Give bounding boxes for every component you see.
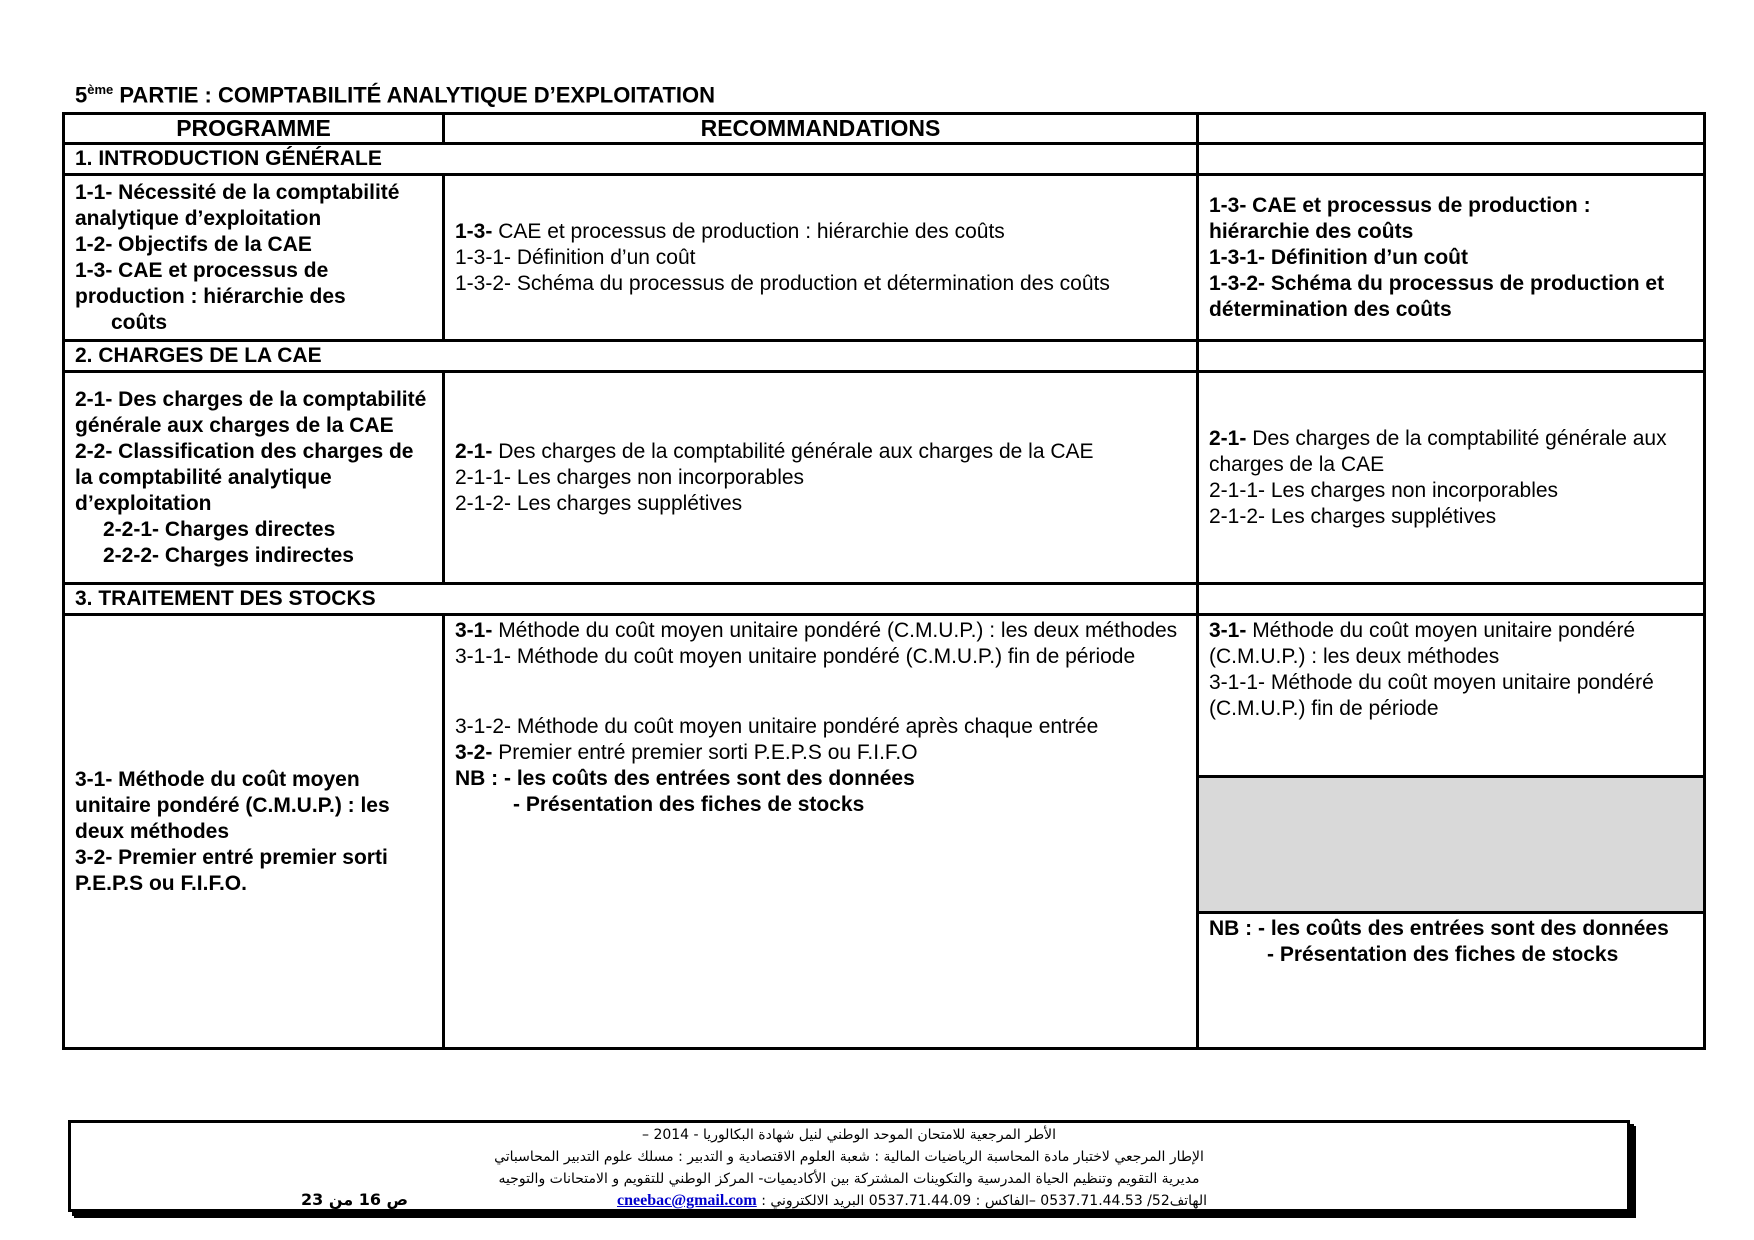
list-item: 2-1-1- Les charges non incorporables — [455, 465, 805, 489]
nb-note: - Présentation des fiches de stocks — [1267, 943, 1619, 966]
section2-title-empty — [1198, 341, 1705, 372]
list-item: 1-3- CAE et processus de production : hiérarchie des coûts — [455, 219, 1005, 243]
list-item: 1-3- CAE et processus de production : hiérarchie des — [75, 258, 346, 308]
list-item: 3-1-1- Méthode du coût moyen unitaire pondéré (C.M.U.P.) fin de période — [1209, 671, 1654, 720]
section3-title: 3. TRAITEMENT DES STOCKS — [64, 584, 1198, 615]
program-table — [62, 112, 1706, 1050]
section3-row — [64, 584, 1705, 615]
footer-contact — [617, 1192, 1207, 1210]
nb-note: - Présentation des fiches de stocks — [513, 793, 865, 816]
list-item: 2-2-1- Charges directes — [103, 517, 336, 541]
list-item: 3-1-1- Méthode du coût moyen unitaire pondéré (C.M.U.P.) fin de période — [455, 645, 1136, 668]
footer-line-1: الأطر المرجعية للامتحان الموحد الوطني لنيل شهادة البكالوريا - 2014 – — [641, 1127, 1057, 1143]
list-item: 1-3-1- Définition d’un coût — [1209, 245, 1468, 269]
section3-third-nb — [1198, 913, 1705, 1049]
section2-content — [64, 372, 1705, 584]
list-item: 3-1- Méthode du coût moyen unitaire pondéré (C.M.U.P.) : les deux méthodes — [75, 767, 390, 843]
list-item: coûts — [111, 310, 168, 334]
section1-row — [64, 144, 1705, 175]
section1-programme — [64, 175, 444, 341]
section2-third — [1198, 372, 1705, 584]
header-third — [1198, 114, 1705, 144]
list-item: 3-2- Premier entré premier sorti P.E.P.S ou F.I.F.O — [455, 741, 918, 764]
page-title: 5ème PARTIE : COMPTABILITÉ ANALYTIQUE D’EXPLOITATION — [75, 82, 716, 108]
section1-content — [64, 175, 1705, 341]
list-item: 1-3-1- Définition d’un coût — [455, 245, 696, 269]
list-item: 1-1- Nécessité de la comptabilité analytique d’exploitation — [75, 180, 400, 230]
list-item: 1-3-2- Schéma du processus de production et détermination des coûts — [1209, 271, 1665, 321]
list-item: 2-1-2- Les charges supplétives — [1209, 504, 1497, 528]
section2-programme — [64, 372, 444, 584]
footer-line-2: الإطار المرجعي لاختبار مادة المحاسبة الرياضيات المالية : شعبة العلوم الاقتصادية و التدبير : مسلك علوم التدبير المحاسباتي — [494, 1149, 1204, 1165]
footer-line-3: مديرية التقويم وتنظيم الحياة المدرسية والتكوينات المشتركة بين الأكاديميات- المركز الوطني للتقويم و الامتحانات والتوجيه — [498, 1171, 1200, 1187]
section3-title-empty — [1198, 584, 1705, 615]
list-item: 2-2-2- Charges indirectes — [103, 543, 354, 567]
footer-contact-text: الهاتف52/ 0537.71.44.53 –الفاكس : 0537.71.44.09 البريد الالكتروني : — [756, 1193, 1207, 1209]
list-item: 1-3- CAE et processus de production : hiérarchie des coûts — [1209, 193, 1591, 243]
section3-third-gray-cell — [1198, 777, 1705, 913]
section1-third — [1198, 175, 1705, 341]
list-item: 3-1- Méthode du coût moyen unitaire pondéré (C.M.U.P.) : les deux méthodes — [1209, 619, 1636, 668]
header-recommandations: RECOMMANDATIONS — [444, 114, 1198, 144]
list-item: 2-1-1- Les charges non incorporables — [1209, 478, 1559, 502]
section2-reco — [444, 372, 1198, 584]
list-item: 1-3-2- Schéma du processus de production et détermination des coûts — [455, 271, 1110, 295]
list-item: 3-1-2- Méthode du coût moyen unitaire pondéré après chaque entrée — [455, 715, 1099, 738]
section1-reco — [444, 175, 1198, 341]
list-item: 2-1-2- Les charges supplétives — [455, 491, 743, 515]
section3-content-a — [64, 615, 1705, 777]
table-header-row — [64, 114, 1705, 144]
list-item: 2-2- Classification des charges de la comptabilité analytique d’exploitation — [75, 439, 414, 515]
nb-note: NB : - les coûts des entrées sont des données — [1209, 917, 1669, 940]
section3-programme — [64, 615, 444, 1049]
section1-title: 1. INTRODUCTION GÉNÉRALE — [64, 144, 1198, 175]
footer-email-link[interactable]: cneebac@gmail.com — [617, 1192, 757, 1209]
list-item: 1-2- Objectifs de la CAE — [75, 232, 312, 256]
section2-row — [64, 341, 1705, 372]
header-programme: PROGRAMME — [64, 114, 444, 144]
list-item: 2-1- Des charges de la comptabilité générale aux charges de la CAE — [1209, 426, 1667, 476]
nb-note: NB : - les coûts des entrées sont des données — [455, 767, 915, 790]
page-number: ص 16 من 23 — [301, 1190, 409, 1209]
list-item: 2-1- Des charges de la comptabilité générale aux charges de la CAE — [455, 439, 1094, 463]
list-item: 2-1- Des charges de la comptabilité générale aux charges de la CAE — [75, 387, 427, 437]
section2-title: 2. CHARGES DE LA CAE — [64, 341, 1198, 372]
page-footer — [68, 1120, 1630, 1212]
section3-reco — [444, 615, 1198, 1049]
list-item: 3-2- Premier entré premier sorti P.E.P.S ou F.I.F.O. — [75, 845, 388, 895]
section3-third-top — [1198, 615, 1705, 777]
section1-title-empty — [1198, 144, 1705, 175]
list-item: 3-1- Méthode du coût moyen unitaire pondéré (C.M.U.P.) : les deux méthodes — [455, 619, 1178, 642]
